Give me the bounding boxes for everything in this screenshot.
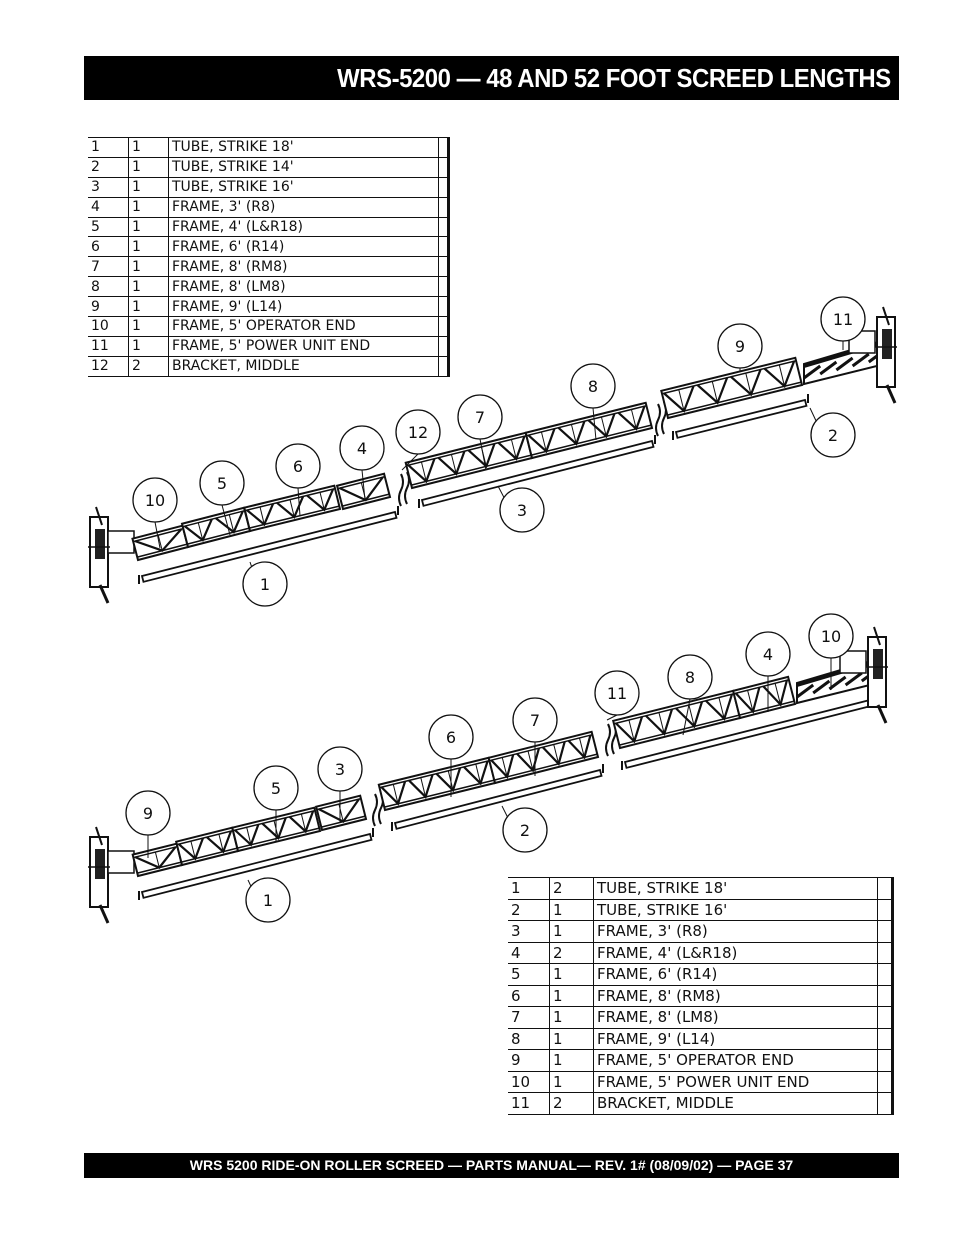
item-description: FRAME, 9' (L14)	[169, 297, 439, 317]
parts-row	[88, 157, 449, 177]
item-quantity: 1	[550, 899, 594, 921]
item-description: TUBE, STRIKE 18'	[594, 878, 878, 900]
parts-table-52ft	[88, 137, 450, 377]
item-description: FRAME, 5' OPERATOR END	[594, 1050, 878, 1072]
item-quantity: 1	[550, 964, 594, 986]
callout-label: 1	[259, 575, 271, 594]
parts-row	[508, 1071, 893, 1093]
item-number: 6	[508, 985, 550, 1007]
item-number: 11	[508, 1093, 550, 1115]
item-number: 2	[508, 899, 550, 921]
page-title: WRS-5200 — 48 AND 52 FOOT SCREED LENGTHS	[337, 63, 891, 93]
item-number: 1	[88, 138, 129, 158]
parts-row	[508, 921, 893, 943]
parts-row	[508, 985, 893, 1007]
callout-label: 3	[334, 760, 346, 779]
item-quantity: 1	[550, 921, 594, 943]
frame-5ft-operator-end	[132, 526, 188, 560]
item-quantity: 1	[129, 197, 169, 217]
item-number: 7	[508, 1007, 550, 1029]
item-number: 9	[88, 297, 129, 317]
item-description: FRAME, 3' (R8)	[169, 197, 439, 217]
callout-label: 5	[270, 779, 282, 798]
frame-6ft	[244, 486, 340, 531]
parts-row	[88, 277, 449, 297]
item-description: FRAME, 8' (RM8)	[594, 985, 878, 1007]
item-description: FRAME, 5' POWER UNIT END	[594, 1071, 878, 1093]
parts-row	[88, 297, 449, 317]
callout-label: 4	[762, 645, 774, 664]
item-quantity: 2	[550, 942, 594, 964]
item-description: FRAME, 5' OPERATOR END	[169, 317, 439, 337]
item-description: FRAME, 8' (LM8)	[169, 277, 439, 297]
callout-label: 11	[832, 310, 854, 329]
callout-label: 3	[516, 501, 528, 520]
break-mark	[399, 472, 409, 506]
parts-row	[88, 257, 449, 277]
operator-end-unit	[88, 507, 134, 603]
item-number: 10	[508, 1071, 550, 1093]
callout-label: 9	[734, 337, 746, 356]
item-quantity: 1	[129, 157, 169, 177]
callout-label: 6	[445, 728, 457, 747]
item-description: TUBE, STRIKE 18'	[169, 138, 439, 158]
callout-label: 6	[292, 457, 304, 476]
page-footer-bar	[84, 1153, 899, 1178]
callout-label: 11	[606, 684, 628, 703]
parts-row	[88, 317, 449, 337]
callout-bubble	[595, 671, 639, 720]
item-description: FRAME, 9' (L14)	[594, 1028, 878, 1050]
item-number: 1	[508, 878, 550, 900]
parts-row	[88, 197, 449, 217]
callout-label: 10	[820, 627, 842, 646]
parts-row	[508, 1028, 893, 1050]
callout-label: 12	[407, 423, 429, 442]
callout-label: 9	[142, 804, 154, 823]
item-quantity: 1	[129, 217, 169, 237]
item-description: FRAME, 5' POWER UNIT END	[169, 336, 439, 356]
parts-row	[88, 217, 449, 237]
frame-4ft	[733, 677, 795, 718]
callout-label: 1	[262, 891, 274, 910]
parts-row	[508, 942, 893, 964]
item-number: 7	[88, 257, 129, 277]
parts-table-48ft	[508, 877, 894, 1115]
item-quantity: 1	[550, 1028, 594, 1050]
parts-row	[508, 1007, 893, 1029]
frame-4ft	[176, 828, 238, 865]
callout-label: 4	[356, 439, 368, 458]
item-description: FRAME, 8' (LM8)	[594, 1007, 878, 1029]
item-description: TUBE, STRIKE 16'	[594, 899, 878, 921]
item-number: 9	[508, 1050, 550, 1072]
item-quantity: 1	[129, 257, 169, 277]
parts-row	[508, 1050, 893, 1072]
callout-bubble	[243, 562, 287, 606]
item-number: 5	[508, 964, 550, 986]
callout-bubble	[498, 486, 544, 532]
item-quantity: 2	[550, 1093, 594, 1115]
callout-label: 8	[587, 377, 599, 396]
item-number: 11	[88, 336, 129, 356]
item-number: 3	[508, 921, 550, 943]
callout-label: 2	[519, 821, 531, 840]
item-quantity: 1	[129, 177, 169, 197]
parts-row	[88, 336, 449, 356]
item-quantity: 1	[129, 317, 169, 337]
item-number: 8	[88, 277, 129, 297]
item-quantity: 1	[550, 1071, 594, 1093]
parts-row	[88, 138, 449, 158]
frame-3ft	[316, 796, 366, 830]
item-number: 10	[88, 317, 129, 337]
item-quantity: 1	[129, 237, 169, 257]
item-number: 12	[88, 356, 129, 376]
item-number: 5	[88, 217, 129, 237]
operator-end-unit	[88, 827, 134, 923]
item-description: BRACKET, MIDDLE	[594, 1093, 878, 1115]
callout-label: 7	[474, 408, 486, 427]
parts-row	[88, 356, 449, 376]
item-quantity: 2	[129, 356, 169, 376]
item-description: FRAME, 4' (L&R18)	[169, 217, 439, 237]
item-quantity: 1	[550, 1050, 594, 1072]
callout-bubble	[718, 324, 762, 372]
item-number: 8	[508, 1028, 550, 1050]
parts-row	[508, 878, 893, 900]
frame-4ft	[182, 508, 250, 547]
callout-bubble	[246, 878, 290, 922]
parts-row	[508, 899, 893, 921]
callout-label: 8	[684, 668, 696, 687]
item-description: FRAME, 8' (RM8)	[169, 257, 439, 277]
item-number: 4	[508, 942, 550, 964]
item-number: 2	[88, 157, 129, 177]
item-number: 3	[88, 177, 129, 197]
item-description: FRAME, 6' (R14)	[169, 237, 439, 257]
frame-3ft	[337, 474, 390, 509]
parts-row	[88, 237, 449, 257]
item-number: 6	[88, 237, 129, 257]
item-quantity: 1	[550, 985, 594, 1007]
item-description: TUBE, STRIKE 16'	[169, 177, 439, 197]
item-description: FRAME, 4' (L&R18)	[594, 942, 878, 964]
item-description: TUBE, STRIKE 14'	[169, 157, 439, 177]
callout-label: 2	[827, 426, 839, 445]
page-footer: WRS 5200 RIDE-ON ROLLER SCREED — PARTS MANUAL— REV. 1# (08/09/02) — PAGE 37	[189, 1157, 794, 1173]
callout-label: 10	[144, 491, 166, 510]
item-quantity: 1	[129, 336, 169, 356]
item-description: FRAME, 3' (R8)	[594, 921, 878, 943]
callout-bubble	[810, 408, 855, 457]
item-number: 4	[88, 197, 129, 217]
parts-row	[508, 964, 893, 986]
parts-row	[508, 1093, 893, 1115]
parts-row	[88, 177, 449, 197]
item-quantity: 1	[129, 297, 169, 317]
callout-label: 5	[216, 474, 228, 493]
frame-5ft-operator-end	[133, 844, 182, 876]
callout-label: 7	[529, 711, 541, 730]
callout-bubble	[502, 806, 547, 852]
item-description: FRAME, 6' (R14)	[594, 964, 878, 986]
item-description: BRACKET, MIDDLE	[169, 356, 439, 376]
item-quantity: 2	[550, 878, 594, 900]
item-quantity: 1	[129, 138, 169, 158]
item-quantity: 1	[550, 1007, 594, 1029]
item-quantity: 1	[129, 277, 169, 297]
